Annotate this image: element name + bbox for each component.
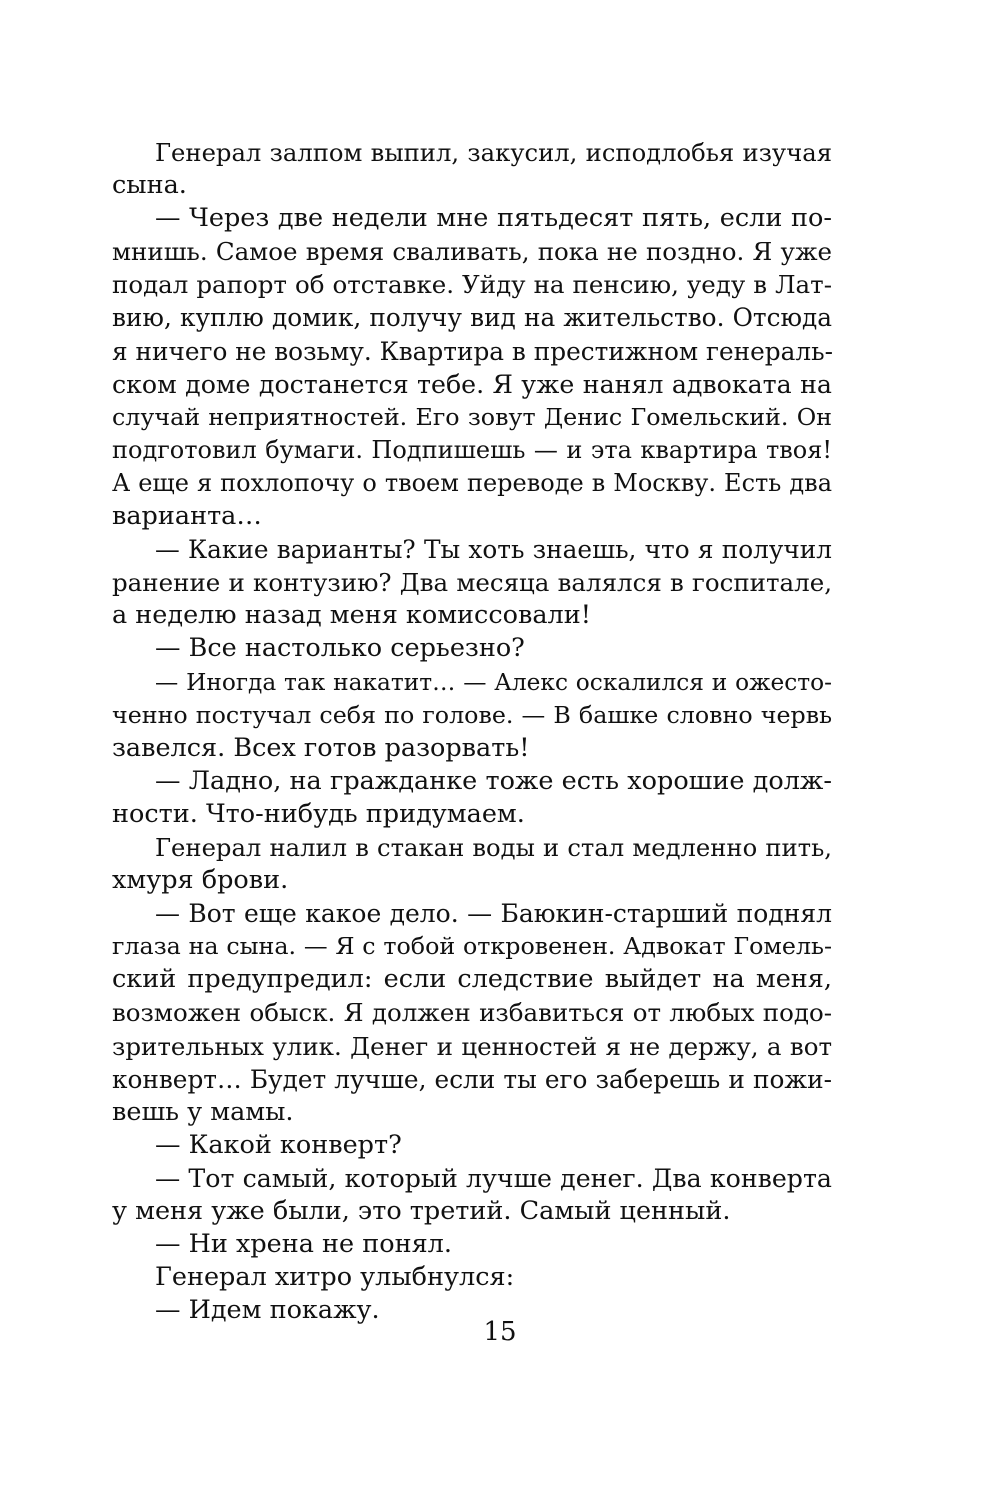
text-line: ском доме достанется тебе. Я уже нанял адвоката на [112, 369, 832, 399]
text-line: глаза на сына. — Я с тобой откровенен. Адвокат Гомель- [112, 932, 832, 961]
text-line: — Тот самый, который лучше денег. Два конверта [155, 1163, 832, 1193]
text-line: зрительных улик. Денег и ценностей я не держу, а вот [112, 1031, 832, 1061]
text-line: ранение и контузию? Два месяца валялся в госпитале, [112, 568, 832, 598]
text-line: я ничего не возьму. Квартира в престижном генераль- [112, 336, 833, 366]
page-number: 15 [483, 1317, 517, 1347]
text-line: — Ни хрена не понял. [155, 1229, 452, 1260]
text-line: Генерал хитро улыбнулся: [155, 1262, 515, 1293]
text-line: подал рапорт об отставке. Уйду на пенсию, уеду в Лат- [112, 270, 832, 300]
text-line: — Иногда так накатит… — Алекс оскалился и ожесто- [155, 668, 832, 696]
text-line: варианта… [112, 501, 262, 532]
text-line: — Ладно, на гражданке тоже есть хорошие долж- [155, 765, 832, 796]
text-line: сына. [112, 170, 187, 201]
text-line: у меня уже были, это третий. Самый ценный. [112, 1196, 731, 1226]
text-line: а неделю назад меня комиссовали! [112, 600, 591, 631]
text-line: — Через две недели мне пятьдесят пять, если по- [155, 203, 832, 234]
text-line: ченно постучал себя по голове. — В башке словно червь [112, 700, 832, 729]
text-line: возможен обыск. Я должен избавиться от любых подо- [112, 998, 832, 1028]
text-line: ский предупредил: если следствие выйдет на меня, [112, 964, 832, 995]
text-line: — Идем покажу. [155, 1295, 380, 1326]
text-line: случай неприятностей. Его зовут Денис Гомельский. Он [112, 402, 832, 431]
text-line: подготовил бумаги. Подпишешь — и эта квартира твоя! [112, 435, 832, 464]
text-line: конверт… Будет лучше, если ты его заберешь и пожи- [112, 1064, 832, 1094]
text-line: — Вот еще какое дело. — Баюкин-старший поднял [155, 899, 832, 929]
body-text [112, 136, 832, 1327]
text-line: Генерал налил в стакан воды и стал медленно пить, [155, 832, 832, 862]
text-line: — Какой конверт? [155, 1129, 402, 1160]
text-line: — Все настолько серьезно? [155, 633, 525, 664]
text-line: хмуря брови. [112, 865, 289, 896]
text-line: мнишь. Самое время сваливать, пока не поздно. Я уже [112, 237, 832, 267]
text-line: ности. Что-нибудь придумаем. [112, 798, 525, 829]
text-line: А еще я похлопочу о твоем переводе в Москву. Есть два [112, 468, 832, 497]
text-line: завелся. Всех готов разорвать! [112, 732, 530, 763]
text-line: Генерал залпом выпил, закусил, исподлобья изучая [155, 138, 832, 167]
text-line: вию, куплю домик, получу вид на жительство. Отсюда [112, 303, 832, 333]
text-line: вешь у мамы. [112, 1096, 294, 1127]
text-line: — Какие варианты? Ты хоть знаешь, что я получил [155, 535, 832, 565]
